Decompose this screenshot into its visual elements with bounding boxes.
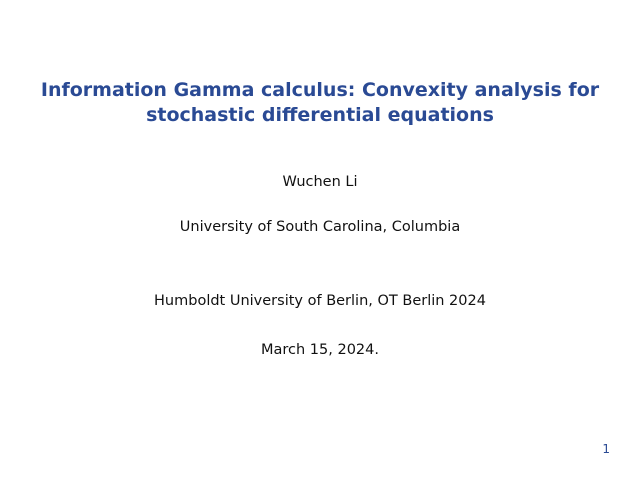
- slide-title-line-1: Information Gamma calculus: Convexity analysis for: [40, 79, 600, 101]
- presentation-venue: Humboldt University of Berlin, OT Berlin 2024: [154, 293, 486, 309]
- slide-title-line-2: stochastic differential equations: [146, 104, 494, 126]
- slide-title: [40, 78, 600, 128]
- author-affiliation: University of South Carolina, Columbia: [179, 219, 461, 235]
- author-name: Wuchen Li: [282, 174, 358, 190]
- presentation-date: March 15, 2024.: [261, 342, 379, 358]
- page-number: 1: [602, 442, 610, 456]
